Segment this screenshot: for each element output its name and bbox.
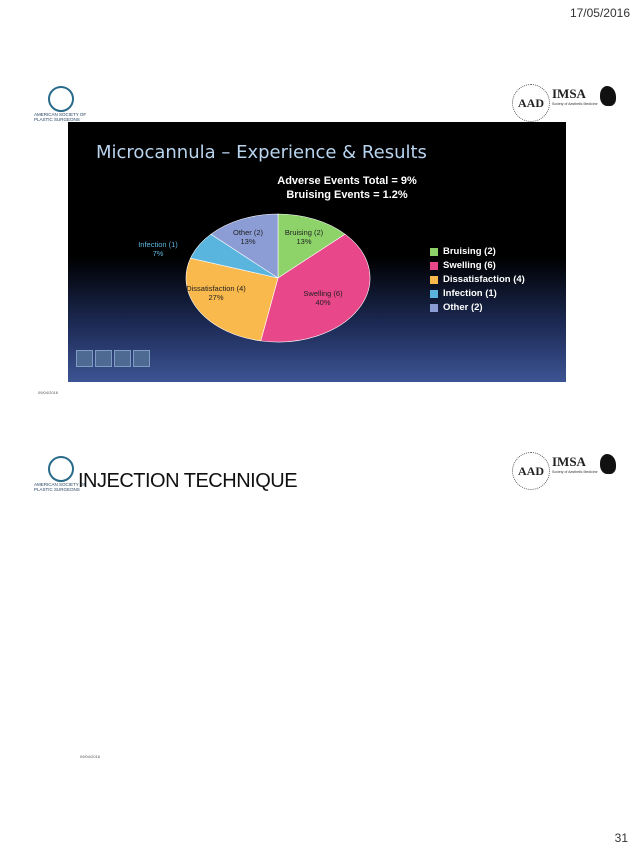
pie-label-name: Swelling (6) xyxy=(303,289,343,298)
pie-label-value: 13% xyxy=(296,237,312,246)
pie-label-name: Dissatisfaction (4) xyxy=(186,284,246,293)
deco-icon-4 xyxy=(133,350,150,367)
pie-label-dissatisfaction xyxy=(186,284,246,302)
imsa-logo xyxy=(552,86,616,106)
legend-swatch xyxy=(430,304,438,312)
silhouette-icon xyxy=(600,86,616,106)
legend-item xyxy=(430,302,525,313)
asps-circle-icon xyxy=(48,456,74,482)
pie-label-value: 27% xyxy=(208,293,224,302)
deco-icon-3 xyxy=(114,350,131,367)
deco-icon-2 xyxy=(95,350,112,367)
silhouette-icon xyxy=(600,454,616,474)
asps-logo-text: AMERICAN SOCIETY OF PLASTIC SURGEONS xyxy=(34,482,87,492)
pie-label-name: Bruising (2) xyxy=(284,228,324,237)
legend-item xyxy=(430,288,525,299)
asps-logo-text: AMERICAN SOCIETY OF PLASTIC SURGEONS xyxy=(34,112,87,122)
pie-label-swelling xyxy=(293,289,353,307)
pie-label-name: Infection (1) xyxy=(138,240,178,249)
legend-label: Swelling (6) xyxy=(443,260,496,271)
slide2-title: INJECTION TECHNIQUE xyxy=(78,470,298,492)
legend-label: Other (2) xyxy=(443,302,483,313)
adverse-events-text xyxy=(68,174,566,202)
slide1-footer-date: 09/04/2016 xyxy=(38,390,59,395)
pie-label-other xyxy=(218,228,278,246)
pie-label-value: 13% xyxy=(240,237,256,246)
legend-swatch xyxy=(430,262,438,270)
pie-chart xyxy=(168,202,388,352)
chart-slide-image xyxy=(68,122,566,382)
aad-logo-2 xyxy=(512,452,550,490)
legend-swatch xyxy=(430,276,438,284)
pie-label-infection xyxy=(128,240,188,258)
chart-legend xyxy=(430,246,525,316)
pie-label-value: 7% xyxy=(152,249,164,258)
adverse-total: Adverse Events Total = 9% xyxy=(277,175,417,187)
legend-swatch xyxy=(430,248,438,256)
legend-label: Infection (1) xyxy=(443,288,497,299)
legend-item xyxy=(430,260,525,271)
decorative-icons xyxy=(76,350,150,367)
legend-swatch xyxy=(430,290,438,298)
legend-item xyxy=(430,246,525,257)
asps-circle-icon xyxy=(48,86,74,112)
chart-title: Microcannula – Experience & Results xyxy=(96,142,427,163)
imsa-logo-text: IMSA xyxy=(552,454,586,469)
deco-icon-1 xyxy=(76,350,93,367)
aad-logo-text: AAD xyxy=(518,463,544,478)
asps-logo xyxy=(34,86,104,122)
pie-label-value: 40% xyxy=(315,298,331,307)
legend-item xyxy=(430,274,525,285)
legend-label: Bruising (2) xyxy=(443,246,496,257)
legend-label: Dissatisfaction (4) xyxy=(443,274,525,285)
imsa-logo-subtext: Society of Aesthetic Medicine xyxy=(552,102,598,106)
page-date: 17/05/2016 xyxy=(569,6,630,20)
slide2-footer-date: 09/04/2016 xyxy=(80,754,101,759)
aad-logo-text: AAD xyxy=(518,95,544,110)
bruising-events: Bruising Events = 1.2% xyxy=(286,189,408,201)
imsa-logo-2 xyxy=(552,454,616,474)
imsa-logo-text: IMSA xyxy=(552,86,586,101)
pie-label-name: Other (2) xyxy=(232,228,263,237)
page-number: 31 xyxy=(614,831,628,845)
aad-logo xyxy=(512,84,550,122)
pie-label-bruising xyxy=(274,228,334,246)
imsa-logo-subtext: Society of Aesthetic Medicine xyxy=(552,470,598,474)
